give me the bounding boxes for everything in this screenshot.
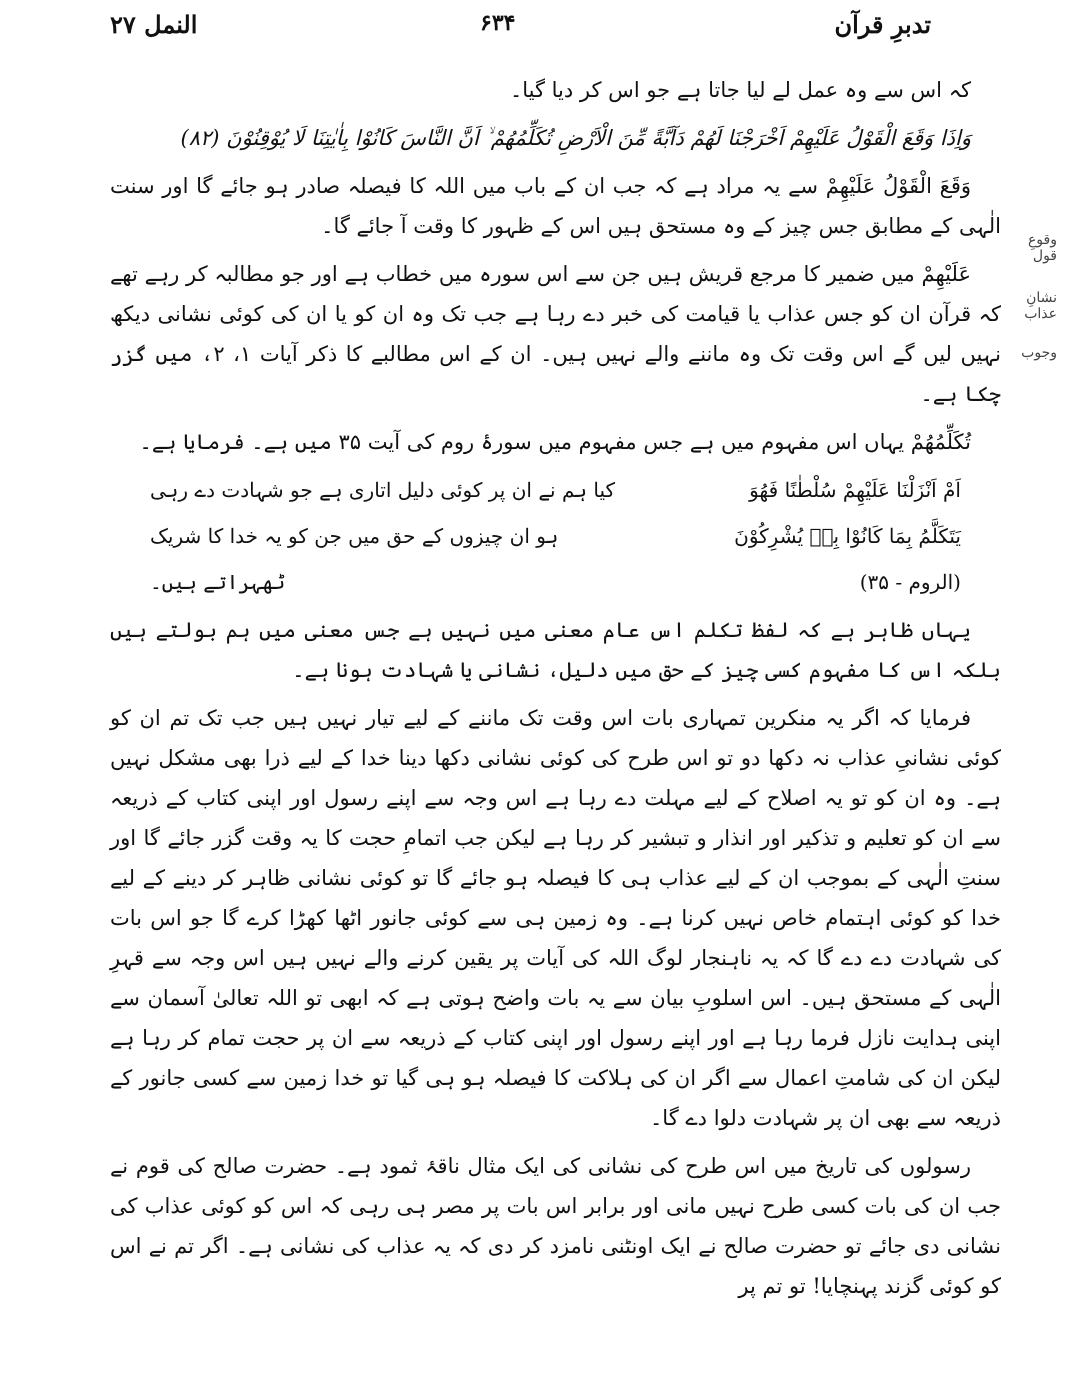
paragraph-explanation: فرمایا کہ اگر یہ منکرین تمہاری بات اس وقت تک ماننے کے لیے تیار نہیں ہیں جب تک تم ان کو کوئی نشانیِ عذاب نہ دکھا دو تو اس طرح کی کوئی نشانی دکھا دینا خدا کے لیے ذرا بھی مشکل نہیں ہے۔ وہ ان کو تو یہ اصلاح کے لیے مہلت دے رہا ہے اس وجہ سے اپنے رسول اور اپنی کتاب کے ذریعہ سے ان کو تعلیم و تذکیر اور انذار و تبشیر کر رہا ہے لیکن جب اتمامِ حجت کا یہ وقت گزر جائے گا اور سنتِ الٰہی کے بموجب ان کے لیے عذاب ہی کا فیصلہ ہو جائے گا تو کوئی نشانی ظاہر کر دینے کے لیے خدا کو کوئی اہتمام خاص نہیں کرنا ہے۔ وہ زمین ہی سے کوئی جانور اٹھا کھڑا کرے گا جو اس بات کی شہادت دے دے گا کہ یہ ناہنجار لوگ اللہ کی آیات پر یقین کرنے والے نہیں ہیں اس وجہ سے قہرِ الٰہی کے مستحق ہیں۔ اس اسلوبِ بیان سے یہ بات واضح ہوتی ہے کہ ابھی تو اللہ تعالیٰ آسمان سے اپنی ہدایت نازل فرما رہا ہے اور اپنے رسول اور اپنی کتاب کے ذریعہ سے ان پر حجت تمام کر رہا ہے لیکن ان کی شامتِ اعمال سے اگر ان کی ہلاکت کا فیصلہ ہو ہی گیا تو خدا زمین سے کسی جانور کے ذریعہ سے بھی ان پر شہادت دلوا دے گا۔ [110, 706, 1001, 1130]
margin-note-2: نشانِ عذاب [1024, 290, 1057, 322]
paragraph-takallum: یہاں ظاہر ہے کہ لفظ تکلم اس عام معنی میں نہیں ہے جس معنی میں ہم بولتے ہیں بلکہ اس کا مفہوم کسی چیز کے حق میں دلیل، نشانی یا شہادت ہونا ہے۔ [110, 618, 1001, 682]
margin-note-1: وقوعِ قول [1027, 232, 1057, 264]
paragraph-intro: کہ اس سے وہ عمل لے لیا جاتا ہے جو اس کر دیا گیا۔ [509, 78, 971, 102]
paragraph-tukallimuhum: تُكَلِّمُهُمْ یہاں اس مفہوم میں ہے جس مفہوم میں سورۂ روم کی آیت ۳۵ میں ہے۔ فرمایا ہے۔ [139, 430, 971, 454]
paragraph-alaihim: عَلَیْهِمْ میں ضمیر کا مرجع قریش ہیں جن سے اس سورہ میں خطاب ہے اور جو مطالبہ کر رہے تھے کہ قرآن ان کو جس عذاب یا قیامت کی خبر دے رہا ہے جب تک وہ ان کو یا ان کی کوئی نشانی دیکھ نہیں لیں گے اس وقت تک وہ ماننے والے نہیں ہیں۔ ان کے اس مطالبے کا ذکر آیات ۱، ۲، میں گزر چکا ہے۔ [110, 262, 1002, 406]
quote-urdu: ہو ان چیزوں کے حق میں جن کو یہ خدا کا شریک [150, 524, 559, 548]
quote-row [110, 562, 1001, 602]
page-number: ۶۳۴ [480, 10, 516, 36]
quote-reference: (الروم - ۳۵) [859, 570, 961, 594]
surah-header: النمل ۲۷ [110, 10, 198, 39]
quote-row [110, 470, 1001, 510]
paragraph-waqa: وَقَعَ الْقَوْلُ عَلَیْهِمْ سے یہ مراد ہے کہ جب ان کے باب میں اللہ کا فیصلہ صادر ہو جائے گا اور سنت الٰہی کے مطابق جس چیز کے وہ مستحق ہیں اس کے ظہور کا وقت آ جائے گا۔ [110, 174, 1001, 238]
quote-row [110, 516, 1001, 556]
quote-block [110, 470, 1001, 602]
body-text [110, 70, 1001, 1314]
quote-urdu: ٹھہراتے ہیں۔ [150, 570, 286, 594]
margin-note-3: وجوب [1021, 345, 1057, 361]
book-title: تدبرِ قرآن [834, 10, 931, 39]
quote-arabic: یَتَكَلَّمُ بِمَا كَانُوْا بِهٖ یُشْرِكُوْنَ [734, 524, 961, 548]
quote-arabic: اَمْ اَنْزَلْنَا عَلَیْهِمْ سُلْطٰنًا فَهُوَ [749, 478, 961, 502]
quran-verse: وَاِذَا وَقَعَ الْقَوْلُ عَلَیْهِمْ اَخْرَجْنَا لَهُمْ دَآبَّةً مِّنَ الْاَرْضِ تُكَلِّمُهُمْ ۙ اَنَّ النَّاسَ كَانُوْا بِاٰیٰتِنَا لَا یُوْقِنُوْنَ (۸۲) [180, 126, 971, 150]
paragraph-thamud: رسولوں کی تاریخ میں اس طرح کی نشانی کی ایک مثال ناقۂ ثمود ہے۔ حضرت صالح کی قوم نے جب ان کی بات کسی طرح نہیں مانی اور برابر اس بات پر مصر ہی رہی کہ اس کو کوئی عذاب کی نشانی دی جائے تو حضرت صالح نے ایک اونٹنی نامزد کر دی کہ یہ عذاب کی نشانی ہے۔ اگر تم نے اس کو کوئی گزند پہنچایا! تو تم پر [110, 1154, 1001, 1298]
quote-urdu: کیا ہم نے ان پر کوئی دلیل اتاری ہے جو شہادت دے رہی [150, 478, 616, 502]
